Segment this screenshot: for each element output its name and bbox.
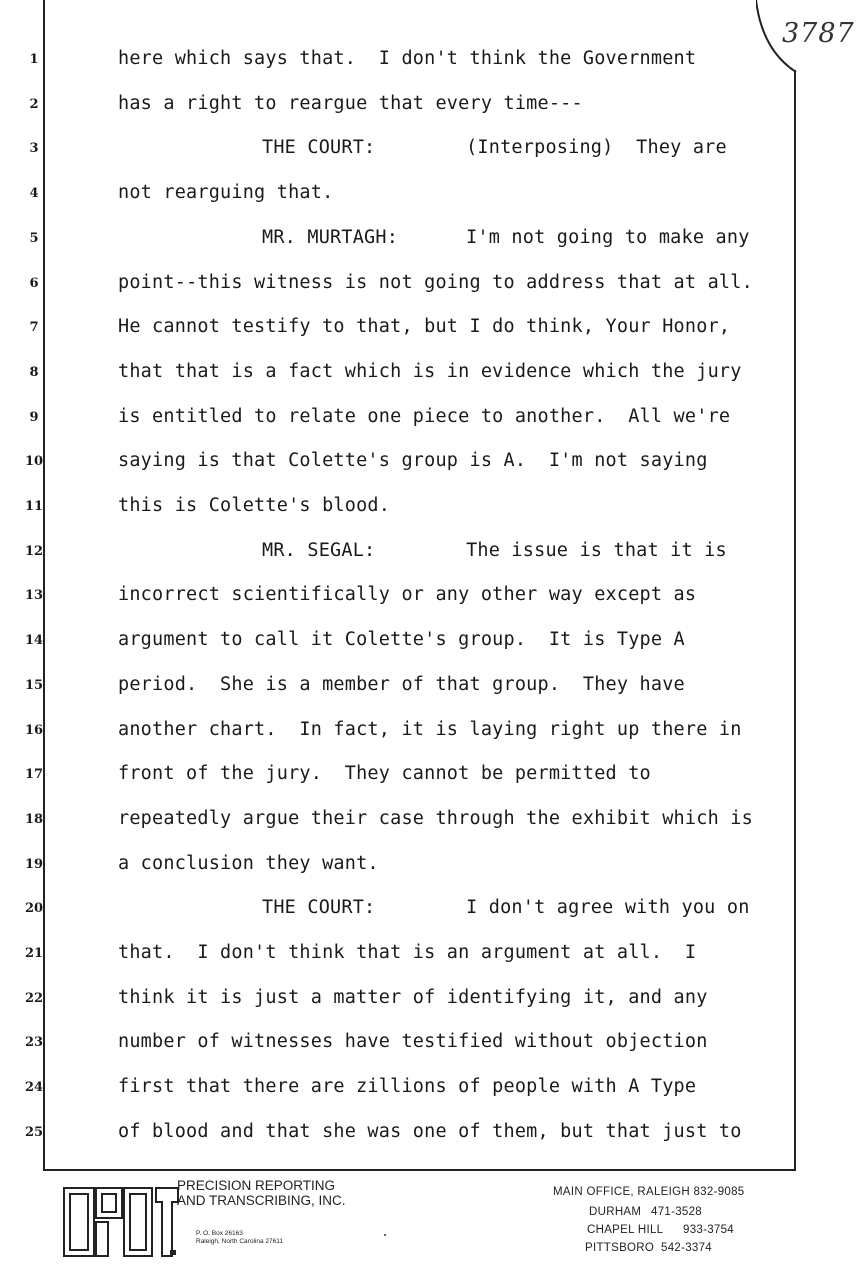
transcript-line: [0, 1117, 800, 1147]
line-text: saying is that Colette's group is A. I'm not saying: [118, 450, 708, 472]
line-text: period. She is a member of that group. They have: [118, 673, 685, 695]
page-number: 3787: [782, 18, 855, 49]
office-phone: 933-3754: [683, 1224, 734, 1236]
line-text: THE COURT: (Interposing) They are: [262, 137, 727, 159]
line-text: argument to call it Colette's group. It is Type A: [118, 629, 685, 651]
line-text: not rearguing that.: [118, 182, 334, 204]
transcript-line: [0, 715, 800, 745]
transcript-line: [0, 223, 800, 253]
line-number: 1: [29, 52, 39, 67]
footer: [0, 1172, 860, 1271]
transcript-line: [0, 268, 800, 298]
line-number: 17: [24, 767, 44, 783]
company-name-line2: AND TRANSCRIBING, INC.: [177, 1193, 346, 1208]
transcript-line: [0, 670, 800, 700]
transcript-line: [0, 804, 800, 834]
transcript-line: [0, 759, 800, 789]
transcript-line: [0, 357, 800, 387]
line-number: 13: [24, 588, 44, 604]
line-text: THE COURT: I don't agree with you on: [262, 897, 750, 919]
transcript-line: [0, 938, 800, 968]
office-phone: 471-3528: [651, 1206, 702, 1218]
line-number: 20: [24, 901, 44, 917]
line-number: 22: [24, 990, 44, 1006]
line-text: number of witnesses have testified without objection: [118, 1031, 708, 1053]
transcript-line: [0, 402, 800, 432]
transcript-line: [0, 89, 800, 119]
transcript-line: [0, 1027, 800, 1057]
line-number: 3: [29, 141, 39, 157]
line-number: 10: [24, 454, 44, 470]
bottom-margin-rule: [43, 1169, 796, 1171]
line-number: 2: [29, 96, 39, 112]
line-number: 12: [24, 543, 44, 559]
line-number: 18: [24, 811, 44, 827]
company-name: [177, 1178, 346, 1208]
line-text: He cannot testify to that, but I do think, Your Honor,: [118, 316, 731, 338]
line-number: 14: [24, 633, 44, 649]
line-text: this is Colette's blood.: [118, 495, 391, 516]
line-number: 25: [24, 1124, 44, 1140]
line-text: is entitled to relate one piece to another. All we're: [118, 405, 731, 427]
line-number: 19: [24, 856, 44, 872]
office-city: DURHAM: [589, 1206, 642, 1218]
transcript-line: [0, 178, 800, 208]
transcript-line: [0, 580, 800, 610]
line-number: 7: [29, 320, 39, 336]
transcript-line: [0, 44, 800, 74]
line-number: 9: [29, 409, 39, 425]
office-phone: 542-3374: [661, 1242, 712, 1254]
line-text: that. I don't think that is an argument at all. I: [118, 942, 697, 963]
transcript-line: [0, 849, 800, 879]
line-text: MR. MURTAGH: I'm not going to make any: [262, 226, 750, 248]
company-name-line1: PRECISION REPORTING: [177, 1178, 336, 1193]
line-number: 11: [24, 499, 44, 514]
line-text: a conclusion they want.: [118, 852, 379, 874]
stray-mark: [384, 1234, 386, 1236]
transcript-line: [0, 536, 800, 566]
pt-logo: [62, 1184, 182, 1262]
line-text: has a right to reargue that every time---: [118, 92, 583, 114]
line-text: incorrect scientifically or any other way except as: [118, 584, 697, 606]
address-line2: Raleigh, North Carolina 27611: [196, 1238, 283, 1245]
line-number: 21: [24, 946, 44, 961]
line-text: another chart. In fact, it is laying right up there in: [118, 718, 742, 740]
address-line1: P. O. Box 26163: [196, 1230, 243, 1237]
line-number: 5: [29, 230, 39, 246]
transcript-line: [0, 893, 800, 923]
line-number: 15: [24, 677, 44, 693]
line-text: think it is just a matter of identifying it, and any: [118, 986, 708, 1008]
line-text: that that is a fact which is in evidence which the jury: [118, 360, 742, 382]
office-city: CHAPEL HILL: [587, 1224, 664, 1236]
line-text: front of the jury. They cannot be permitted to: [118, 763, 651, 785]
transcript-line: [0, 491, 800, 521]
main-office: MAIN OFFICE, RALEIGH 832-9085: [553, 1186, 745, 1198]
transcript-line: [0, 1072, 800, 1102]
line-text: here which says that. I don't think the Government: [118, 48, 697, 69]
transcript-line: [0, 625, 800, 655]
transcript-line: [0, 983, 800, 1013]
office-city: PITTSBORO: [585, 1242, 655, 1254]
transcript-line: [0, 446, 800, 476]
line-text: MR. SEGAL: The issue is that it is: [262, 539, 727, 561]
line-number: 24: [24, 1080, 44, 1096]
transcript-line: [0, 312, 800, 342]
line-number: 16: [24, 722, 44, 738]
line-number: 8: [29, 364, 39, 380]
transcript-line: [0, 133, 800, 163]
company-address: [196, 1230, 283, 1246]
line-text: first that there are zillions of people with A Type: [118, 1076, 697, 1098]
line-text: repeatedly argue their case through the exhibit which is: [118, 807, 753, 829]
line-number: 4: [29, 186, 39, 202]
line-number: 6: [29, 275, 39, 291]
line-number: 23: [24, 1035, 44, 1051]
line-text: point--this witness is not going to address that at all.: [118, 271, 753, 293]
line-text: of blood and that she was one of them, but that just to: [118, 1120, 742, 1142]
